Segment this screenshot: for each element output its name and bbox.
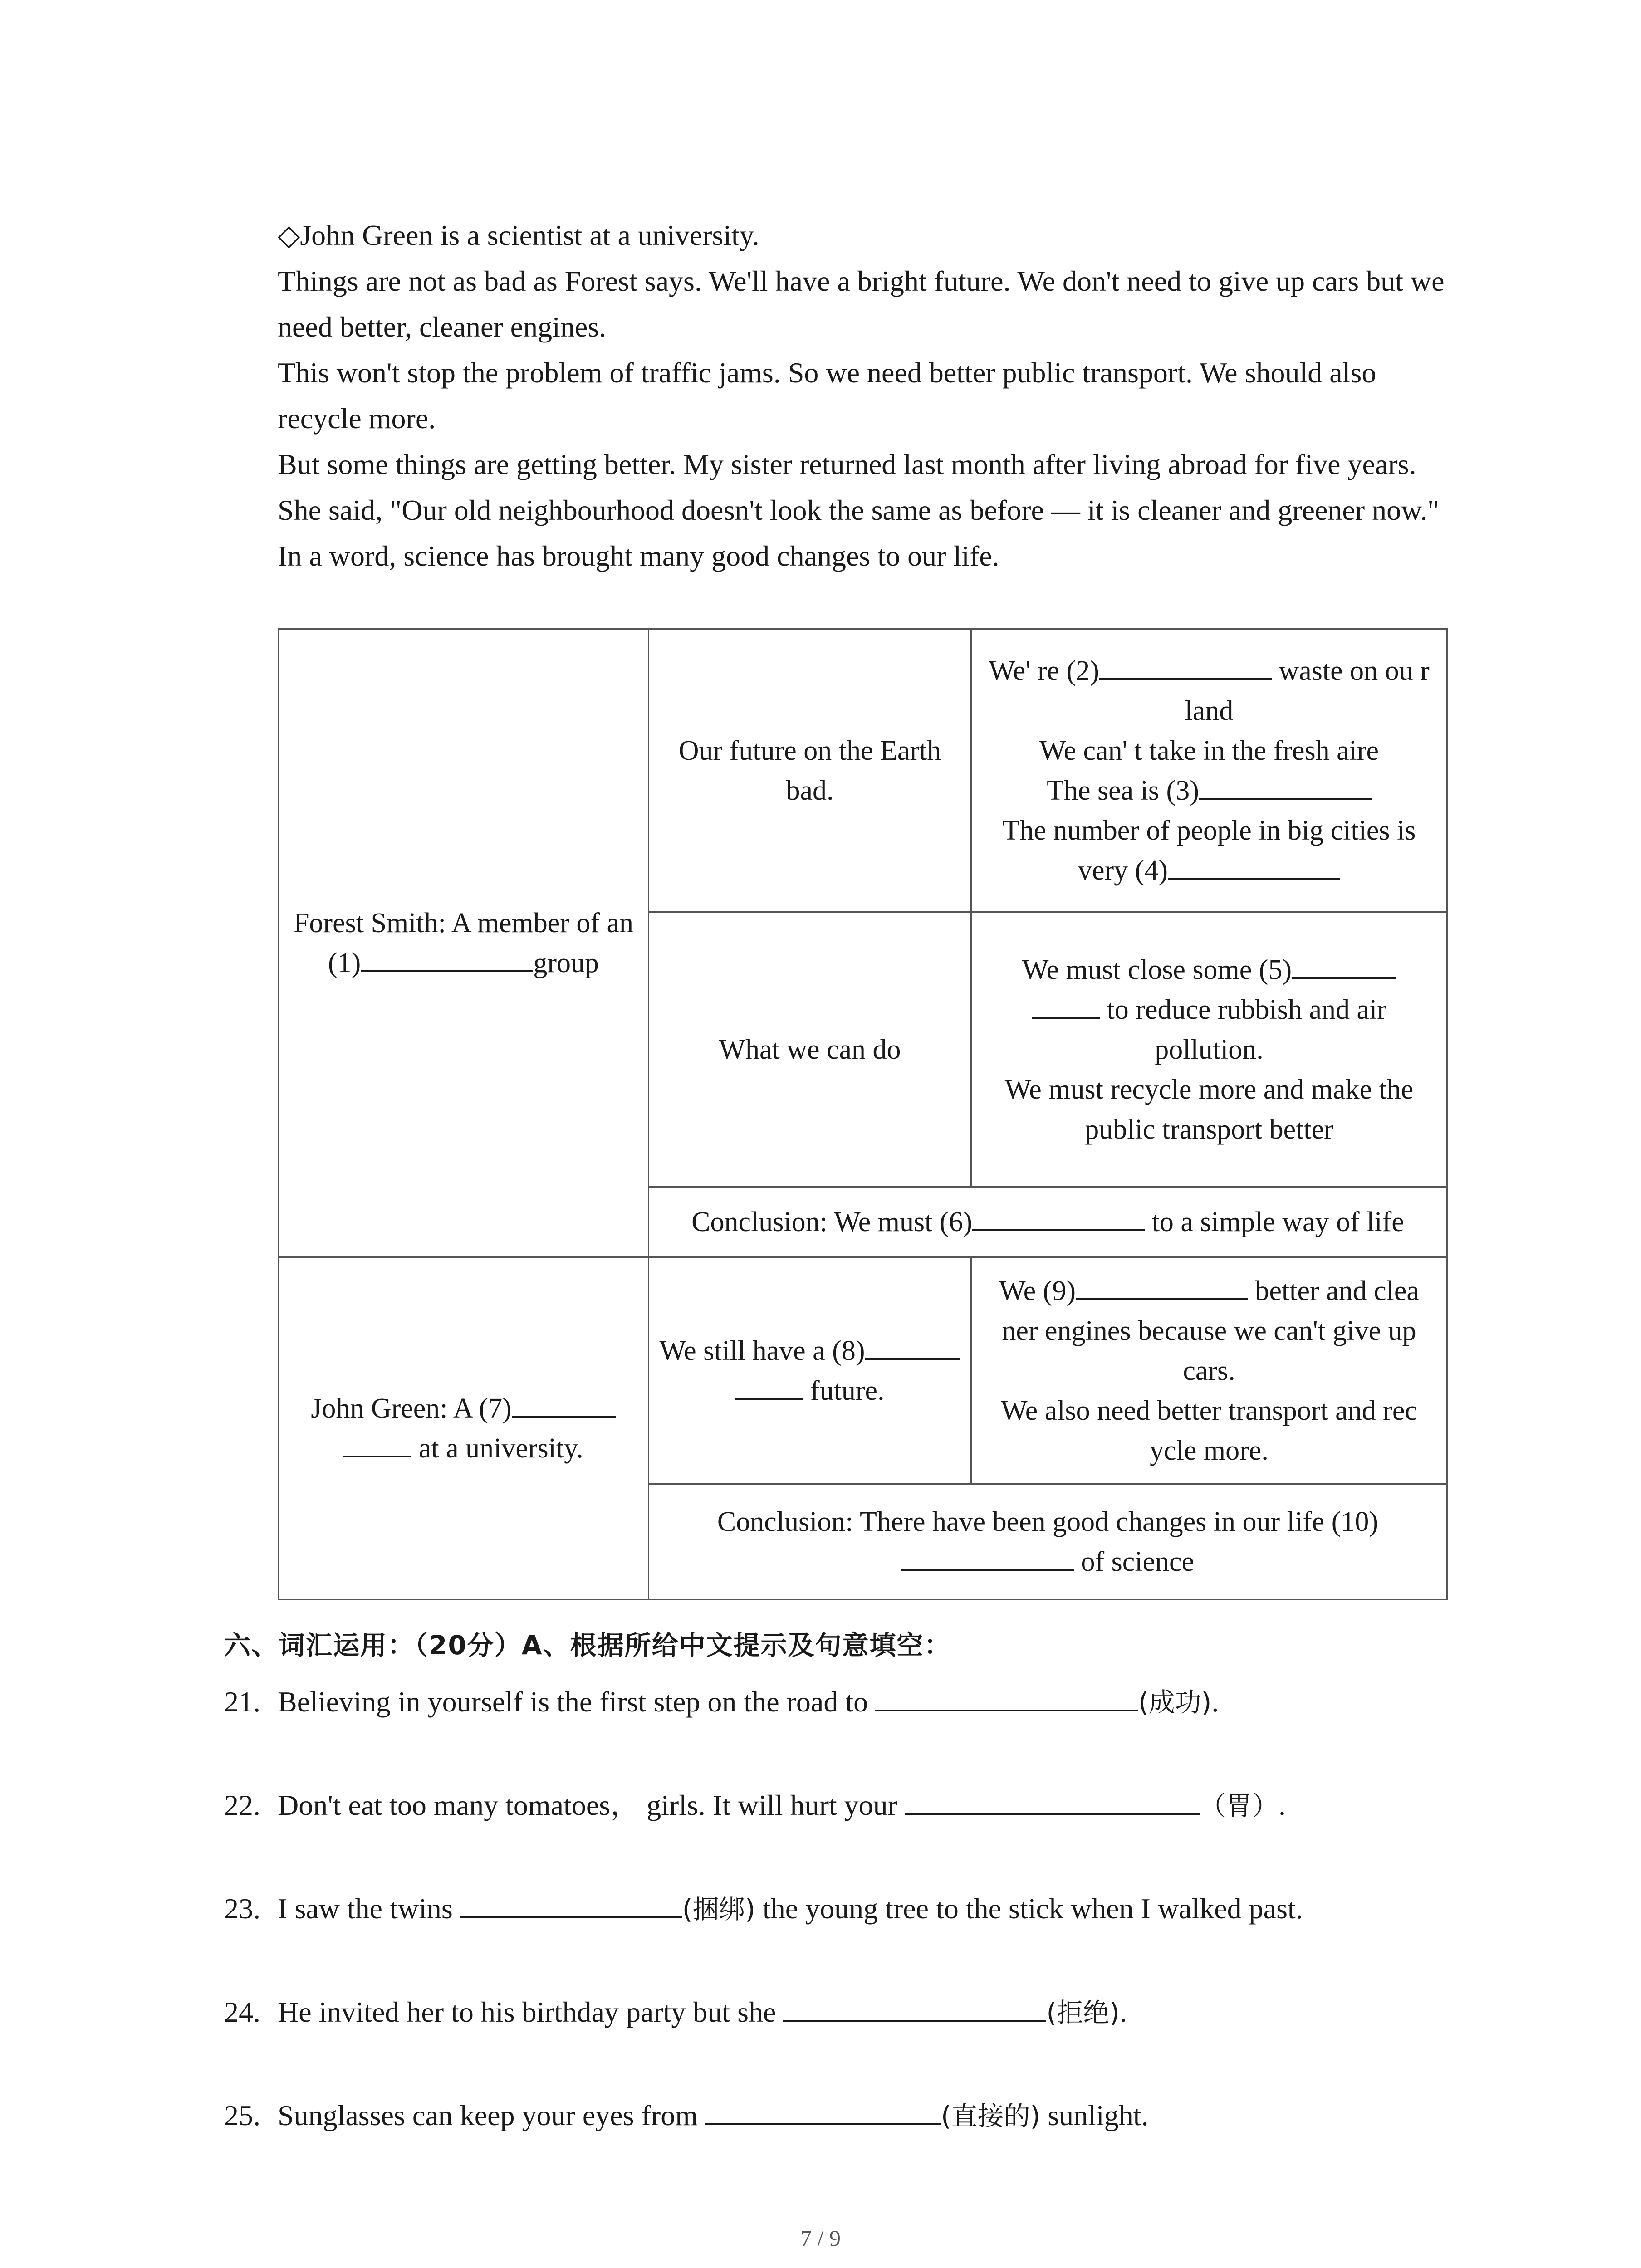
blank-7b[interactable] (343, 1430, 411, 1457)
question-25 (224, 2097, 1148, 2134)
question-number: 22. (224, 1789, 260, 1821)
blank-7a[interactable] (512, 1390, 616, 1418)
question-text: He invited her to his birthday party but she (278, 1996, 776, 2028)
passage-line: But some things are getting better. My sister returned last month after living abroad for five years. She said, "Our old neighbourhood doesn't look the same as before — it is cleaner and greener now." (278, 448, 1440, 526)
question-number: 25. (224, 2099, 260, 2131)
john-green-cell (279, 1257, 649, 1600)
page-number: 7 / 9 (800, 2225, 841, 2251)
passage-line: This won't stop the problem of traffic jams. So we need better public transport. We should also recycle more. (278, 357, 1376, 435)
blank-9[interactable] (1076, 1273, 1248, 1300)
question-text: I saw the twins (278, 1892, 453, 1925)
detail-text: better and clea ner engines because we can't give up cars. (1002, 1275, 1419, 1386)
conclusion-text: Conclusion: There have been good changes in our life (10) (717, 1506, 1379, 1537)
chinese-hint: (捆绑) (682, 1894, 755, 1925)
question-number: 23. (224, 1892, 260, 1925)
detail-text: The sea is (3) (1047, 775, 1199, 806)
forest-label: Forest Smith: A member of an (293, 908, 634, 938)
question-23 (224, 1891, 1303, 1927)
reading-passage (278, 212, 1457, 579)
question-text: sunlight. (1040, 2099, 1149, 2131)
future-bad-cell: Our future on the Earth bad. (649, 629, 971, 912)
question-text: Believing in yourself is the first step on the road to (278, 1686, 868, 1718)
blank-2[interactable] (1099, 653, 1272, 680)
passage-heading: ◇John Green is a scientist at a university. (278, 219, 759, 251)
answer-blank-23[interactable] (460, 1891, 682, 1918)
passage-line: Things are not as bad as Forest says. We'll have a bright future. We don't need to give up cars but we need better, cleaner engines. (278, 265, 1445, 343)
conclusion-1-cell (649, 1187, 1447, 1257)
question-21 (224, 1684, 1219, 1721)
question-text: Don't eat too many tomatoes， girls. It will hurt your (278, 1789, 897, 1821)
blank-4[interactable] (1168, 852, 1340, 880)
question-text: . (1279, 1789, 1286, 1821)
question-number: 24. (224, 1996, 260, 2028)
still-future-cell (649, 1257, 971, 1484)
blank-number: (1) (328, 948, 361, 978)
detail-text: We must close some (5) (1022, 954, 1292, 985)
detail-text: to reduce rubbish and air pollution. (1107, 994, 1386, 1065)
question-number: 21. (224, 1686, 260, 1718)
john-details-cell (971, 1257, 1447, 1484)
answer-blank-21[interactable] (875, 1684, 1138, 1711)
what-we-can-do-cell: What we can do (649, 912, 971, 1187)
chinese-hint: (拒绝) (1046, 1997, 1120, 2028)
question-text: . (1211, 1686, 1219, 1718)
chinese-hint: (直接的) (941, 2101, 1041, 2131)
detail-text: We (9) (999, 1275, 1076, 1306)
conclusion-text: of science (1081, 1546, 1195, 1577)
blank-5a[interactable] (1292, 952, 1396, 979)
passage-line: In a word, science has brought many good changes to our life. (278, 540, 999, 572)
blank-8b[interactable] (735, 1373, 803, 1400)
detail-text: We must recycle more and make the public transport better (1004, 1074, 1414, 1145)
conclusion-2-cell (649, 1484, 1447, 1600)
section-title: 六、词汇运用：（20分）A、根据所给中文提示及句意填空： (224, 1630, 951, 1661)
detail-text: The number of people in big cities is very (4) (1002, 815, 1416, 886)
chinese-hint: （胃） (1200, 1790, 1279, 1821)
conclusion-text: to a simple way of life (1151, 1207, 1404, 1237)
answer-blank-22[interactable] (905, 1788, 1200, 1815)
john-label: John Green: A (7) (311, 1393, 512, 1424)
answer-blank-24[interactable] (783, 1994, 1046, 2022)
question-text: Sunglasses can keep your eyes from (278, 2099, 698, 2131)
detail-text: We' re (2) (989, 655, 1099, 686)
question-22 (224, 1787, 1286, 1824)
blank-1[interactable] (361, 945, 533, 972)
blank-8a[interactable] (865, 1333, 960, 1360)
blank-6[interactable] (972, 1204, 1145, 1231)
forest-suffix: group (533, 948, 599, 978)
do-details-cell (971, 912, 1447, 1187)
chinese-hint: (成功) (1138, 1687, 1212, 1718)
question-24 (224, 1994, 1127, 2031)
blank-5b[interactable] (1032, 992, 1100, 1019)
john-suffix: at a university. (418, 1433, 583, 1464)
answer-blank-25[interactable] (705, 2098, 941, 2125)
detail-text: future. (810, 1375, 885, 1406)
blank-10[interactable] (901, 1544, 1074, 1571)
question-text: . (1119, 1996, 1127, 2028)
detail-text: waste on ou r land (1185, 655, 1430, 726)
future-details-cell (971, 629, 1447, 912)
forest-smith-cell (279, 629, 649, 1257)
detail-text: We also need better transport and rec ycle more. (1001, 1395, 1417, 1466)
conclusion-text: Conclusion: We must (6) (691, 1207, 973, 1237)
detail-text: We still have a (8) (659, 1335, 865, 1366)
question-text: the young tree to the stick when I walked past. (755, 1892, 1303, 1925)
blank-3[interactable] (1199, 772, 1372, 800)
detail-text: We can' t take in the fresh aire (1039, 735, 1379, 766)
summary-table (278, 628, 1448, 1600)
